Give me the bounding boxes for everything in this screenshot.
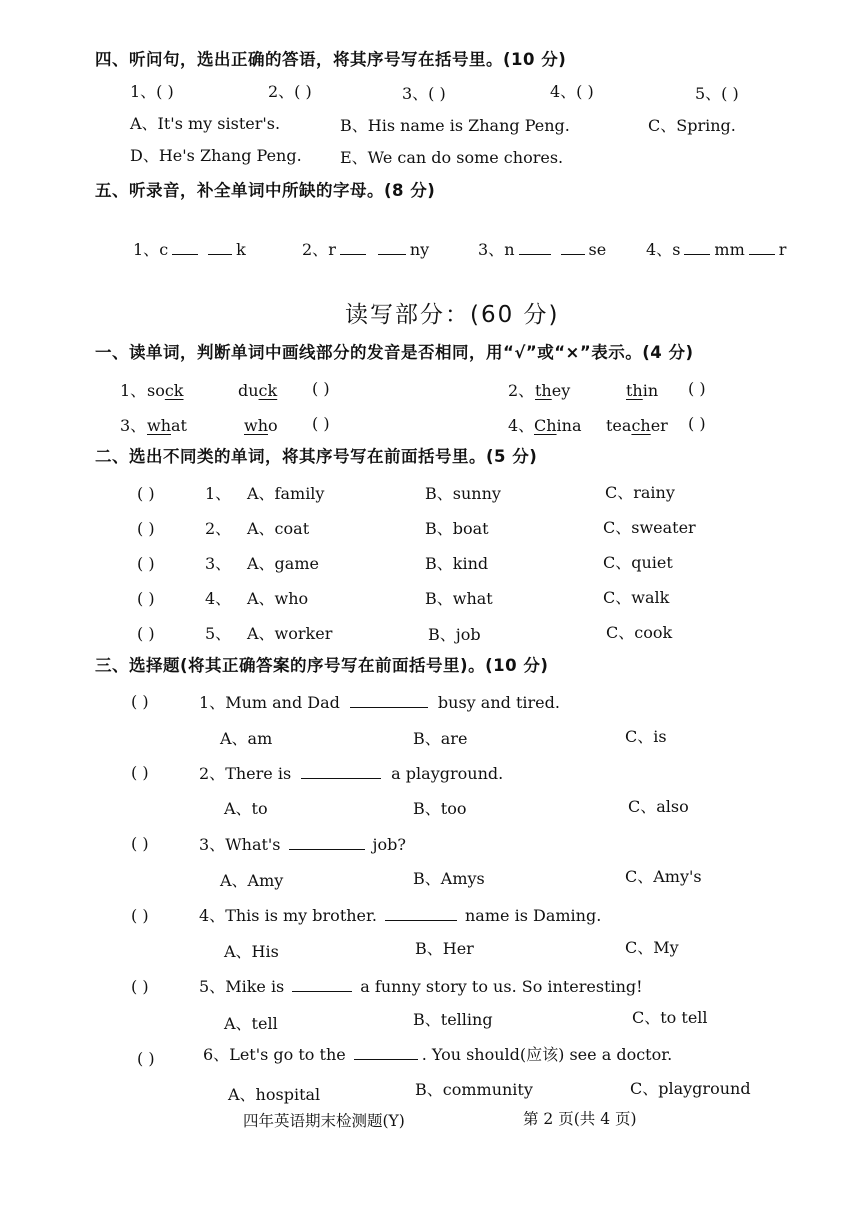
- s5-word-letters: mm: [714, 240, 745, 259]
- p2-row-4-num: 4、: [205, 589, 232, 608]
- underlined-part: ch: [631, 416, 651, 435]
- s5-blank[interactable]: [340, 240, 366, 255]
- p3-q2-option-b: B、too: [413, 799, 467, 818]
- p3-q5-option-a: A、tell: [224, 1014, 278, 1033]
- question-text: This is my brother.: [225, 906, 377, 925]
- underlined-part: wh: [147, 416, 171, 435]
- p3-q3-stem: [199, 835, 406, 854]
- p2-row-3-option-c: C、quiet: [603, 553, 673, 572]
- p2-row-3-num: 3、: [205, 554, 232, 573]
- answer-blank[interactable]: [301, 764, 381, 779]
- p1-row-2-word-2: [626, 381, 658, 400]
- p2-row-1-option-a: A、family: [247, 484, 325, 503]
- p1-row-4-word-1: [534, 416, 582, 435]
- p2-row-2-option-c: C、sweater: [603, 518, 696, 537]
- s5-word-letters: r: [328, 240, 336, 259]
- p3-q2-answer[interactable]: ( ): [131, 763, 149, 782]
- question-text: job?: [372, 835, 406, 854]
- p3-q6-option-a: A、hospital: [228, 1085, 321, 1104]
- p1-row-1-answer[interactable]: ( ): [312, 379, 330, 398]
- answer-blank[interactable]: [289, 835, 365, 850]
- underlined-part: ck: [258, 381, 278, 400]
- s5-word-4: [646, 240, 786, 259]
- p3-q1-answer[interactable]: ( ): [131, 692, 149, 711]
- s4-answer-3[interactable]: 3、( ): [402, 84, 446, 103]
- s5-word-num: 4、: [646, 240, 673, 259]
- p3-q4-option-b: B、Her: [415, 939, 474, 958]
- p2-row-1-option-b: B、sunny: [425, 484, 501, 503]
- p1-row-2-num: 2、: [508, 381, 535, 400]
- p1-row-2-word-1: [535, 381, 570, 400]
- underlined-part: th: [535, 381, 552, 400]
- p2-row-3-answer[interactable]: ( ): [137, 554, 155, 573]
- p2-row-1-num: 1、: [205, 484, 232, 503]
- p2-row-2-option-b: B、boat: [425, 519, 489, 538]
- word-part: in: [642, 381, 659, 400]
- word-part: ey: [551, 381, 571, 400]
- s5-word-3: [478, 240, 606, 259]
- question-text: busy and tired.: [437, 693, 560, 712]
- word-part: ina: [556, 416, 582, 435]
- question-text: . You should(应该) see a doctor.: [421, 1045, 673, 1064]
- word-part: er: [650, 416, 668, 435]
- p2-row-5-answer[interactable]: ( ): [137, 624, 155, 643]
- p3-q4-option-a: A、His: [224, 942, 279, 961]
- p2-row-2-num: 2、: [205, 519, 232, 538]
- p1-row-2-answer[interactable]: ( ): [688, 379, 706, 398]
- question-text: a playground.: [391, 764, 504, 783]
- question-number: 6、: [203, 1045, 230, 1064]
- word-part: du: [238, 381, 259, 400]
- question-text: What's: [225, 835, 281, 854]
- s4-option-b: B、His name is Zhang Peng.: [340, 116, 570, 135]
- s5-blank[interactable]: [519, 240, 551, 255]
- s5-word-letters: ny: [409, 240, 430, 259]
- question-number: 2、: [199, 764, 226, 783]
- answer-blank[interactable]: [354, 1045, 418, 1060]
- p2-row-4-option-b: B、what: [425, 589, 493, 608]
- s5-word-num: 2、: [302, 240, 329, 259]
- question-text: Mum and Dad: [225, 693, 340, 712]
- p2-row-3-option-a: A、game: [247, 554, 319, 573]
- p2-row-3-option-b: B、kind: [425, 554, 489, 573]
- question-text: name is Daming.: [465, 906, 602, 925]
- p3-q1-option-a: A、am: [220, 729, 273, 748]
- p3-q2-option-c: C、also: [628, 797, 689, 816]
- p2-row-1-answer[interactable]: ( ): [137, 484, 155, 503]
- p1-row-3-word-2: [244, 416, 278, 435]
- s5-word-letters: se: [588, 240, 607, 259]
- p3-q5-option-b: B、telling: [413, 1010, 493, 1029]
- p3-q2-stem: [199, 764, 503, 783]
- footer-exam-title: 四年英语期末检测题(Y): [243, 1112, 405, 1130]
- p1-row-1-num: 1、: [120, 381, 147, 400]
- p1-row-4-num: 4、: [508, 416, 535, 435]
- p2-row-5-num: 5、: [205, 624, 232, 643]
- section-4-heading: 四、听问句，选出正确的答语，将其序号写在括号里。(10 分): [95, 50, 567, 69]
- s5-word-letters: c: [159, 240, 169, 259]
- p3-q4-answer[interactable]: ( ): [131, 906, 149, 925]
- p3-q3-option-a: A、Amy: [220, 871, 284, 890]
- s5-word-num: 3、: [478, 240, 505, 259]
- s5-word-num: 1、: [133, 240, 160, 259]
- p1-row-3-word-1: [147, 416, 187, 435]
- footer-page-number: 第 2 页(共 4 页): [523, 1110, 637, 1128]
- p1-row-4-answer[interactable]: ( ): [688, 414, 706, 433]
- p3-q6-stem: [203, 1045, 672, 1064]
- p1-row-3-answer[interactable]: ( ): [312, 414, 330, 433]
- underlined-part: Ch: [534, 416, 557, 435]
- p3-q6-answer[interactable]: ( ): [137, 1049, 155, 1068]
- s4-answer-5[interactable]: 5、( ): [695, 84, 739, 103]
- p3-q1-option-c: C、is: [625, 727, 667, 746]
- p3-q4-option-c: C、My: [625, 938, 679, 957]
- p2-row-5-option-a: A、worker: [247, 624, 333, 643]
- p3-q3-answer[interactable]: ( ): [131, 834, 149, 853]
- s5-blank[interactable]: [561, 240, 585, 255]
- p3-q3-option-b: B、Amys: [413, 869, 485, 888]
- s5-blank[interactable]: [378, 240, 406, 255]
- s4-answer-1[interactable]: 1、( ): [130, 82, 174, 101]
- p1-row-1-word-2: [238, 381, 277, 400]
- s4-option-a: A、It's my sister's.: [130, 114, 281, 133]
- word-part: tea: [606, 416, 632, 435]
- p3-q5-answer[interactable]: ( ): [131, 977, 149, 996]
- s5-word-1: [133, 240, 246, 259]
- p3-q2-option-a: A、to: [224, 799, 268, 818]
- p3-q1-stem: [199, 693, 560, 712]
- s5-blank[interactable]: [749, 240, 775, 255]
- part-3-heading: 三、选择题(将其正确答案的序号写在前面括号里)。(10 分): [95, 656, 549, 675]
- s4-option-e: E、We can do some chores.: [340, 148, 564, 167]
- underlined-part: wh: [244, 416, 268, 435]
- s5-blank[interactable]: [172, 240, 198, 255]
- p1-row-4-word-2: [606, 416, 668, 435]
- word-part: at: [171, 416, 187, 435]
- p2-row-4-answer[interactable]: ( ): [137, 589, 155, 608]
- p2-row-2-answer[interactable]: ( ): [137, 519, 155, 538]
- reading-writing-title: 读写部分：(60 分): [345, 302, 560, 328]
- word-part: so: [147, 381, 165, 400]
- s4-answer-2[interactable]: 2、( ): [268, 82, 312, 101]
- p1-row-3-num: 3、: [120, 416, 147, 435]
- answer-blank[interactable]: [350, 693, 428, 708]
- s4-answer-4[interactable]: 4、( ): [550, 82, 594, 101]
- s5-blank[interactable]: [684, 240, 710, 255]
- question-number: 3、: [199, 835, 226, 854]
- p2-row-5-option-b: B、job: [428, 625, 481, 644]
- p3-q4-stem: [199, 906, 601, 925]
- question-text: Mike is: [225, 977, 285, 996]
- section-5-heading: 五、听录音，补全单词中所缺的字母。(8 分): [95, 181, 436, 200]
- question-number: 1、: [199, 693, 226, 712]
- word-part: o: [268, 416, 278, 435]
- p3-q5-option-c: C、to tell: [632, 1008, 708, 1027]
- s5-word-letters: r: [778, 240, 787, 259]
- question-number: 4、: [199, 906, 226, 925]
- question-text: Let's go to the: [229, 1045, 346, 1064]
- answer-blank[interactable]: [292, 977, 352, 992]
- underlined-part: th: [626, 381, 643, 400]
- answer-blank[interactable]: [385, 906, 457, 921]
- s5-word-letters: s: [672, 240, 681, 259]
- p3-q3-option-c: C、Amy's: [625, 867, 702, 886]
- s5-blank[interactable]: [208, 240, 232, 255]
- p2-row-1-option-c: C、rainy: [605, 483, 675, 502]
- part-2-heading: 二、选出不同类的单词，将其序号写在前面括号里。(5 分): [95, 447, 538, 466]
- p2-row-4-option-c: C、walk: [603, 588, 670, 607]
- p3-q5-stem: [199, 977, 643, 996]
- question-text: a funny story to us. So interesting!: [360, 977, 643, 996]
- s5-word-2: [302, 240, 429, 259]
- underlined-part: ck: [164, 381, 184, 400]
- p3-q6-option-c: C、playground: [630, 1079, 751, 1098]
- p2-row-4-option-a: A、who: [247, 589, 309, 608]
- p3-q1-option-b: B、are: [413, 729, 468, 748]
- s4-option-d: D、He's Zhang Peng.: [130, 146, 302, 165]
- question-number: 5、: [199, 977, 226, 996]
- p3-q6-option-b: B、community: [415, 1080, 533, 1099]
- s5-word-letters: n: [504, 240, 515, 259]
- p2-row-2-option-a: A、coat: [247, 519, 310, 538]
- s4-option-c: C、Spring.: [648, 116, 736, 135]
- p2-row-5-option-c: C、cook: [606, 623, 673, 642]
- s5-word-letters: k: [236, 240, 246, 259]
- part-1-heading: 一、读单词，判断单词中画线部分的发音是否相同，用“√”或“×”表示。(4 分): [95, 343, 694, 362]
- question-text: There is: [225, 764, 292, 783]
- p1-row-1-word-1: [147, 381, 184, 400]
